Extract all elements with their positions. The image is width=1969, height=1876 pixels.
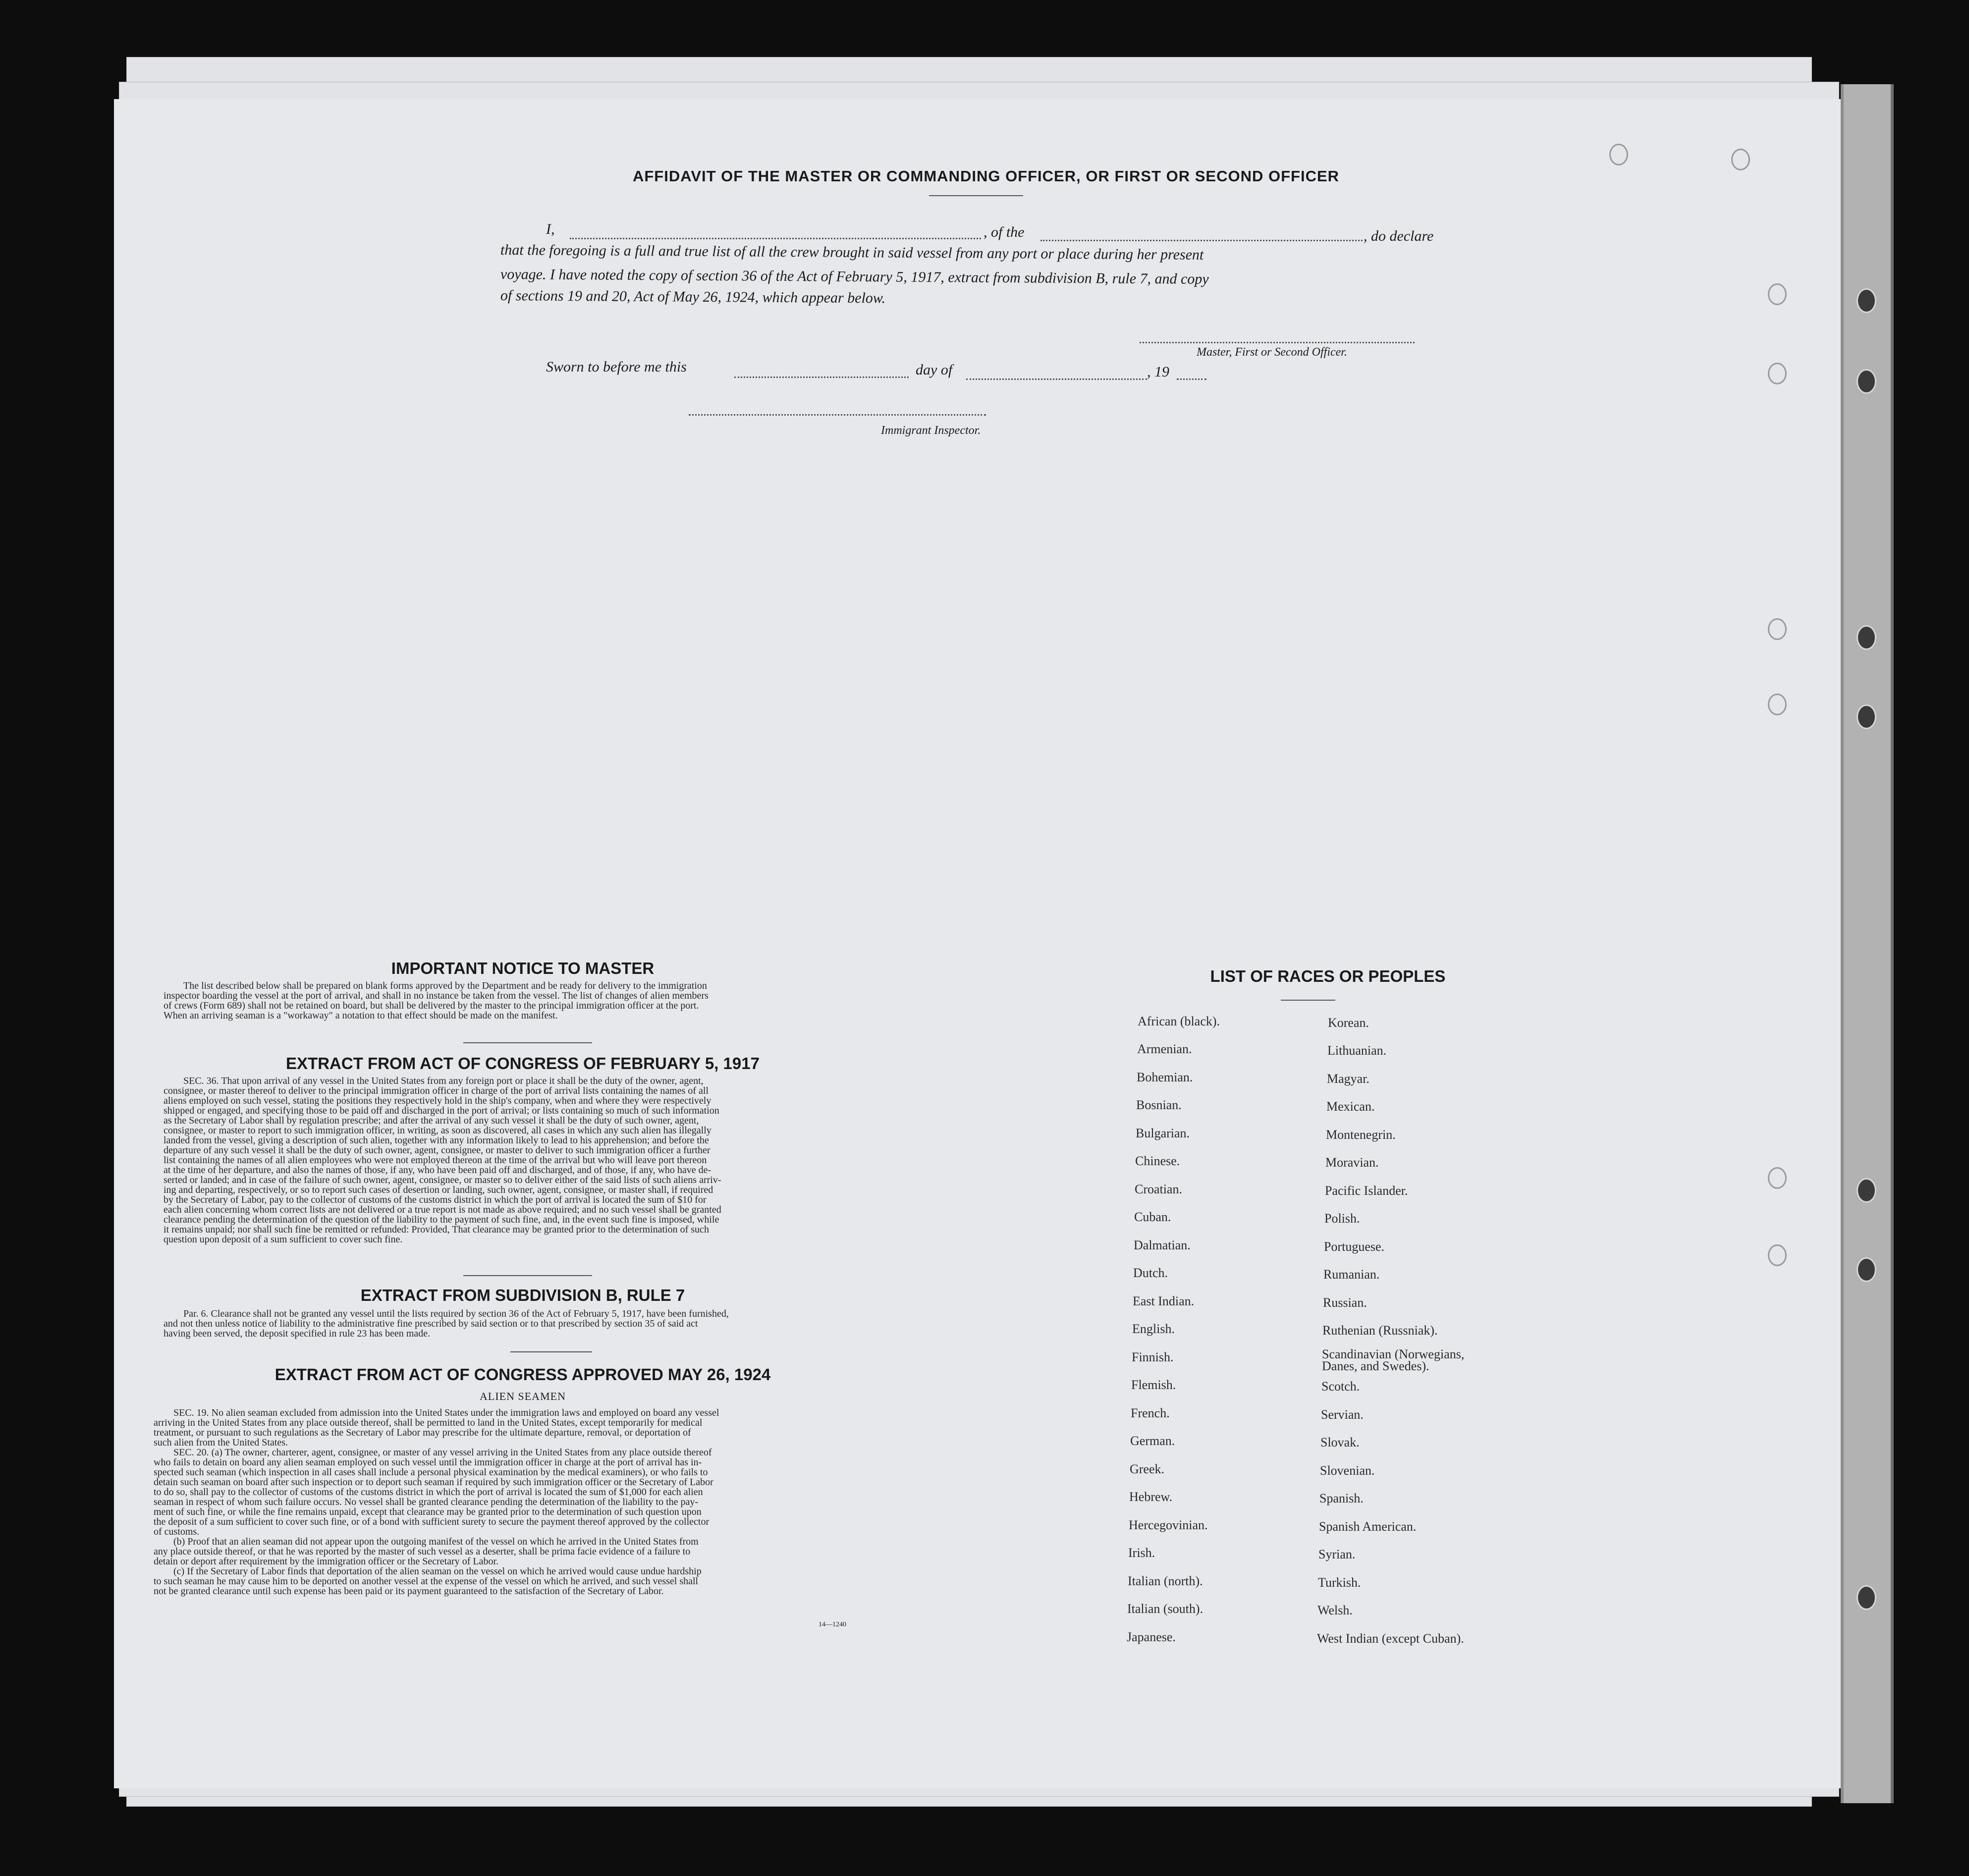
master-signature-field[interactable] [1140,342,1415,343]
race-left-item: East Indian. [1133,1294,1195,1308]
race-left-item: Flemish. [1131,1378,1176,1392]
race-left-item: English. [1132,1322,1175,1336]
day-of-label: day of [916,362,953,378]
sworn-month-field[interactable] [966,378,1147,380]
race-left-item: Bulgarian. [1136,1126,1190,1140]
race-right-item: West Indian (except Cuban). [1317,1631,1464,1646]
extract-1917-line: departure of any such vessel it shall be the duty of such owner, agent, consignee, or master to deliver to such immigration officer a further [164,1145,711,1156]
extract-1924-line: ment of such fine, or while the fine remains unpaid, except that clearance may be granted prior to the determination of such question upon [154,1506,702,1517]
race-left-item: Cuban. [1134,1210,1171,1224]
year-label: , 19 [1147,364,1169,380]
race-right-item: Moravian. [1325,1155,1379,1170]
inspector-caption: Immigrant Inspector. [881,424,981,437]
extract-1917-line: consignee, or master thereof to deliver to the principal immigration officer in charge of the port of arrival lists containing the names of all [164,1085,709,1096]
affidavit-declare: , do declare [1364,228,1434,244]
race-right-item: Korean. [1328,1016,1369,1030]
race-right-item: Turkish. [1318,1575,1361,1590]
race-left-item: Greek. [1130,1462,1165,1476]
race-right-item: Syrian. [1318,1547,1356,1561]
rule-7-line: and not then unless notice of liability to the administrative fine prescribed by said section or to that prescribed by section 35 of said act [164,1318,698,1329]
extract-1917-line: it remains unpaid; nor shall such fine be remitted or refunded: Provided, That clearance may be granted prior to the determination of such [164,1224,709,1235]
extract-1924-line: spected such seaman (which inspection in all cases shall include a personal physical examination by the medical examiners), or who fails to [154,1467,708,1478]
race-right-item: Spanish American. [1319,1519,1417,1534]
rule-7-title: EXTRACT FROM SUBDIVISION B, RULE 7 [360,1286,685,1304]
extract-1917-text [164,1076,897,1244]
officer-name-field[interactable] [570,238,981,239]
extract-1924-line: to do so, shall pay to the collector of customs of the customs district in which the port of arrival is located the sum of $1,000 for each alien [154,1487,703,1498]
notice-rule [463,1042,592,1043]
race-left-item: Finnish. [1132,1350,1174,1364]
extract-1917-line: list containing the names of all alien employees who were not employed thereon at the time of the arrival but who will leave port thereon [164,1155,707,1166]
notice-line: When an arriving seaman is a "workaway" a notation to that effect should be made on the manifest. [164,1010,558,1021]
extract-1924-line: the deposit of a sum sufficient to cover such fine, or of a bond with sufficient surety to secure the payment thereof approved by the collector [154,1516,710,1527]
page-hole [1768,694,1787,715]
race-left-item: Chinese. [1135,1154,1180,1168]
race-left-item: Bohemian. [1137,1070,1193,1084]
sworn-day-field[interactable] [734,376,909,378]
binder-hole [1857,288,1876,313]
race-left-item: Japanese. [1127,1630,1176,1644]
binder-hole [1857,625,1876,650]
extract-1924-line: (b) Proof that an alien seaman did not appear upon the outgoing manifest of the vessel on which he arrived in the United States from [173,1536,699,1547]
race-right-item: Welsh. [1317,1603,1353,1617]
extract-1924-line: detain such seaman on board after such inspection or to deport such seaman if required by such immigration officer or the Secretary of Labor [154,1477,713,1488]
master-caption: Master, First or Second Officer. [1197,346,1347,359]
page-hole [1768,1244,1787,1266]
race-left-item: Hercegovinian. [1129,1518,1208,1532]
page-hole [1768,283,1787,305]
notice-line: of crews (Form 689) shall not be retained on board, but shall be delivered by the master to the principal immigration officer at the port. [164,1000,699,1011]
extract-1924-line: any place outside thereof, or that he was reported by the master of such vessel as a deserter, shall be prima facie evidence of a failure to [154,1546,691,1557]
affidavit-line-3: voyage. I have noted the copy of section 36 of the Act of February 5, 1917, extract from subdivision B, rule 7, and copy [500,266,1209,287]
race-left-item: Irish. [1128,1546,1155,1560]
race-right-item: Russian. [1323,1295,1367,1310]
extract-1917-line: ing and departing, respectively, or so to report such cases of desertion or landing, such owner, agent, consignee, or master shall, if required [164,1184,713,1195]
races-title: LIST OF RACES OR PEOPLES [1210,967,1446,985]
binder-hole [1857,1585,1876,1610]
notice-line: The list described below shall be prepared on blank forms approved by the Department and be ready for delivery to the immigration [183,980,707,991]
extract-1924-line: (c) If the Secretary of Labor finds that deportation of the alien seaman on the vessel on which he arrived would cause undue hardship [173,1566,702,1577]
rule-7-text [164,1309,897,1339]
rule-7-rule [510,1351,592,1352]
binder-hole [1857,369,1876,394]
extract-1924-line: of customs. [154,1526,200,1537]
race-left-item: German. [1130,1434,1175,1448]
race-left-item: Armenian. [1137,1042,1192,1056]
race-left-item: Bosnian. [1136,1098,1182,1112]
extract-1917-line: as the Secretary of Labor shall by regulation prescribe; and after the arrival of any such vessel it shall be the duty of such owner, agent, [164,1115,699,1126]
binder-hole [1857,704,1876,729]
sworn-year-field[interactable] [1177,378,1206,380]
race-left-item: African (black). [1138,1014,1220,1028]
race-left-item: Hebrew. [1129,1490,1173,1504]
extract-1924-line: SEC. 20. (a) The owner, charterer, agent, consignee, or master of any vessel arriving in the United States from any place outside thereof [173,1447,712,1458]
extract-1924-line: SEC. 19. No alien seaman excluded from admission into the United States under the immigration laws and employed on board any vessel [173,1407,719,1418]
races-title-rule [1281,1000,1335,1001]
affidavit-i: I, [546,221,555,237]
sworn-label: Sworn to before me this [546,359,687,375]
race-left-item: Italian (north). [1128,1574,1203,1588]
race-right-item: Scandinavian (Norwegians, Danes, and Swedes). [1322,1347,1465,1373]
race-right-item: Lithuanian. [1327,1043,1387,1058]
extract-1917-line: SEC. 36. That upon arrival of any vessel in the United States from any foreign port or place it shall be the duty of the owner, agent, [183,1075,704,1086]
rule-7-line: having been served, the deposit specified in rule 23 has been made. [164,1328,431,1339]
extract-1917-line: consignee, or master to report to such immigration officer, in writing, as soon as discovered, all cases in which any such alien has illegally [164,1125,711,1136]
page-hole [1768,1167,1787,1189]
extract-1924-line: not be granted clearance until such expense has been paid or its payment guaranteed to the satisfaction of the Secretary of Labor. [154,1586,664,1597]
form-number: 14—1240 [819,1621,846,1628]
extract-1917-line: clearance pending the determination of the question of the liability to the payment of such fine, and, in the event such fine is imposed, while [164,1214,719,1225]
binder-spine [1841,84,1894,1803]
race-left-item: Italian (south). [1127,1602,1203,1616]
race-right-item: Montenegrin. [1326,1127,1396,1142]
inspector-signature-field[interactable] [689,414,986,416]
extract-1924-line: arriving in the United States from any place outside thereof, shall be permitted to land in the United States, except temporarily for medical [154,1417,703,1428]
race-right-item: Magyar. [1327,1072,1369,1086]
extract-1917-line: shipped or engaged, and specifying those to be paid off and discharged in the port of arrival; or lists containing so much of such information [164,1105,719,1116]
extract-1924-line: to such seaman he may cause him to be deported on another vessel at the expense of the vessel on which he arrived, and such vessel shall [154,1576,699,1587]
vessel-name-field[interactable] [1040,240,1363,241]
binder-hole [1857,1257,1876,1282]
notice-title: IMPORTANT NOTICE TO MASTER [391,959,655,977]
race-right-item: Rumanian. [1323,1267,1380,1282]
extract-1924-line: who fails to detain on board any alien seaman employed on such vessel until the immigration officer in charge at the port of arrival has in- [154,1457,702,1468]
race-left-item: Dalmatian. [1134,1238,1191,1252]
extract-1924-line: detain or deport after requirement by the immigration officer or the Secretary of Labor. [154,1556,499,1567]
rule-7-line: Par. 6. Clearance shall not be granted any vessel until the lists required by section 36 of the Act of February 5, 1917, have been furnished, [183,1308,729,1319]
extract-1924-text [154,1408,892,1596]
notice-text [164,981,897,1020]
race-right-item: Polish. [1324,1211,1360,1226]
race-left-item: French. [1131,1406,1170,1420]
extract-1917-title: EXTRACT FROM ACT OF CONGRESS OF FEBRUARY 5, 1917 [286,1054,760,1072]
race-left-item: Dutch. [1133,1266,1168,1280]
affidavit-line-2: that the foregoing is a full and true list of all the crew brought in said vessel from any port or place during her present [500,242,1204,263]
extract-1924-line: such alien from the United States. [154,1437,288,1448]
race-right-item: Slovenian. [1320,1463,1375,1478]
race-right-item: Ruthenian (Russniak). [1322,1323,1438,1338]
race-right-item: Pacific Islander. [1325,1183,1408,1198]
page-hole [1768,618,1787,640]
race-right-item: Portuguese. [1324,1239,1385,1254]
extract-1917-line: each alien concerning whom correct lists are not delivered or a true report is not made as above required; and no such vessel shall be granted [164,1204,721,1215]
binder-hole [1857,1178,1876,1203]
extract-1917-rule [463,1275,592,1276]
extract-1917-line: landed from the vessel, giving a description of such alien, together with any information likely to lead to his apprehension; and before the [164,1135,709,1146]
extract-1917-line: at the time of her departure, and also the names of those, if any, who have been paid off and discharged, and of those, if any, who have de- [164,1165,711,1176]
extract-1917-line: question upon deposit of a sum sufficient to cover such fine. [164,1234,403,1245]
race-right-item: Mexican. [1326,1099,1375,1114]
affidavit-line-4: of sections 19 and 20, Act of May 26, 1924, which appear below. [500,287,886,307]
page-hole [1768,363,1787,384]
race-right-item: Scotch. [1321,1379,1360,1394]
extract-1924-title: EXTRACT FROM ACT OF CONGRESS APPROVED MAY 26, 1924 [274,1365,771,1384]
extract-1924-line: seaman in respect of whom such failure occurs. No vessel shall be granted clearance pending the determination of the liability to the pay- [154,1497,699,1507]
extract-1917-line: serted or landed; and in case of the failure of such owner, agent, consignee, or master so to deliver either of the said lists of such aliens arriv- [164,1175,721,1185]
extract-1917-line: by the Secretary of Labor, pay to the collector of customs of the customs district in which the port of arrival is located the sum of $10 for [164,1194,707,1205]
race-right-item: Servian. [1321,1407,1364,1422]
affidavit-title: AFFIDAVIT OF THE MASTER OR COMMANDING OFFICER, OR FIRST OR SECOND OFFICER [632,167,1340,185]
page-hole [1609,144,1628,165]
race-left-item: Croatian. [1135,1182,1183,1196]
affidavit-of-the: , of the [984,224,1025,240]
extract-1917-line: aliens employed on such vessel, stating the positions they respectively hold in the ship's company, when and where they were respectively [164,1095,711,1106]
race-right-item: Spanish. [1319,1491,1364,1505]
extract-1924-subtitle: ALIEN SEAMEN [480,1390,566,1402]
notice-line: inspector boarding the vessel at the port of arrival, and shall in no instance be taken from the vessel. The list of changes of alien members [164,990,709,1001]
race-right-item: Slovak. [1320,1435,1360,1449]
affidavit-title-rule [929,195,1023,196]
extract-1924-line: treatment, or pursuant to such regulations as the Secretary of Labor may prescribe for the ultimate departure, removal, or deportation of [154,1427,691,1438]
page-hole [1731,149,1750,170]
